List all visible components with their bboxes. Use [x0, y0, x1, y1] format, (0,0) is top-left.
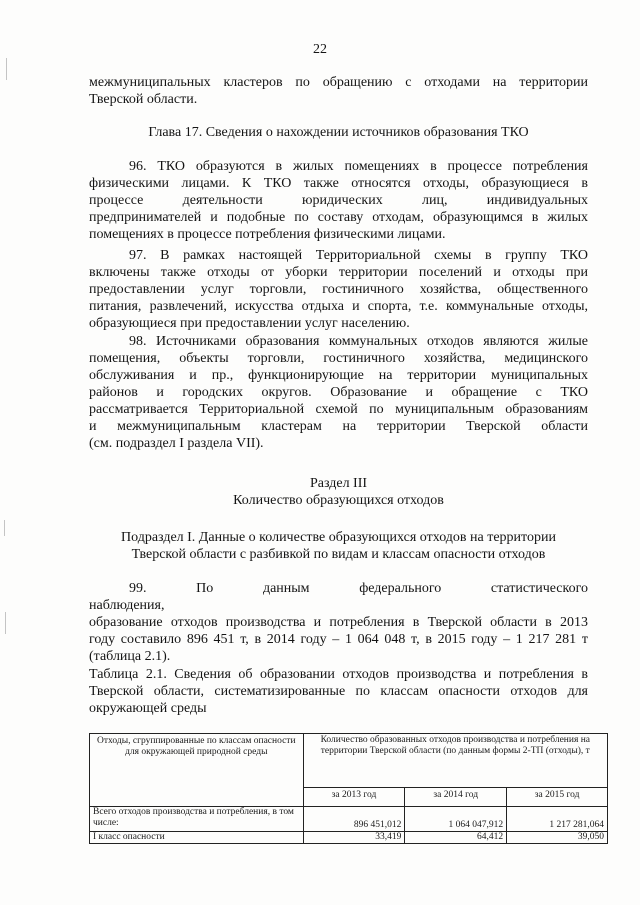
paragraph-96: 96. ТКО образуются в жилых помещениях в процессе потребления физическими лицами. К ТКО также относятся отходы, образующиеся в процессе деятельности юридических лиц, индивидуальных предпринимателей и подобные по составу отходам, образующимся в жилых помещениях в процессе потребления физическими лицами. [89, 159, 588, 242]
scan-artifact [4, 520, 5, 536]
paragraph-99: 99. По данным федерального статистического наблюдения, образование отходов производства и потребления в Тверской области в 2013 году составило 896 451 т, в 2014 году – 1 064 048 т, в 2015 году – 1 217 281 т (таблица 2.1). [89, 581, 588, 664]
chapter-heading: Глава 17. Сведения о нахождении источников образования ТКО [148, 125, 529, 140]
page-number: 22 [313, 42, 327, 57]
subsection-heading: Подраздел I. Данные о количестве образующихся отходов на территории Тверской области с разбивкой по видам и классам опасности отходов [121, 530, 556, 562]
table-col1-header: Отходы, сгруппированные по классам опасности для окружающей природной среды [90, 734, 304, 807]
table-row-label: Всего отходов производства и потребления, в том числе: [90, 807, 304, 832]
table-row [90, 807, 608, 832]
section-title: Раздел III [309, 476, 368, 491]
section-subtitle: Количество образующихся отходов [233, 493, 444, 508]
table-cell: 33,419 [303, 832, 405, 844]
table-cell: 1 064 047,912 [405, 807, 507, 832]
table-cell: 896 451,012 [303, 807, 405, 832]
table-cell: 1 217 281,064 [507, 807, 608, 832]
table-year-header: за 2014 год [405, 788, 507, 807]
waste-table [89, 733, 608, 844]
scan-artifact [5, 612, 6, 634]
scan-artifact [6, 58, 7, 80]
table-year-header: за 2013 год [303, 788, 405, 807]
table-year-header: за 2015 год [507, 788, 608, 807]
table-caption: Таблица 2.1. Сведения об образовании отходов производства и потребления в Тверской области, систематизированные по классам опасности отходов для окружающей среды [89, 667, 588, 716]
paragraph-97: 97. В рамках настоящей Территориальной схемы в группу ТКО включены также отходы от уборки территории поселений и отходы при предоставлении услуг торговли, гостиничного хозяйства, общественного питания, развлечений, искусства отдыха и спорта, т.е. коммунальные отходы, образующиеся при предоставлении услуг населению. [89, 248, 588, 331]
table-header-row [90, 734, 608, 788]
intro-paragraph: межмуниципальных кластеров по обращению с отходами на территории Тверской области. [89, 75, 588, 107]
table-row-label: I класс опасности [90, 832, 304, 844]
table-group-header: Количество образованных отходов производства и потребления на территории Тверской области (по данным формы 2-ТП (отходы), т [303, 734, 607, 788]
table-cell: 39,050 [507, 832, 608, 844]
table-row [90, 832, 608, 844]
paragraph-98: 98. Источниками образования коммунальных отходов являются жилые помещения, объекты торговли, гостиничного хозяйства, медицинского обслуживания и пр., функционирующие на территории муниципальных районов и городских округов. Образование и обращение с ТКО рассматривается Территориальной схемой по муниципальным образованиям и межмуниципальным кластерам на территории Тверской области (см. подраздел I раздела VII). [89, 334, 588, 451]
table-cell: 64,412 [405, 832, 507, 844]
